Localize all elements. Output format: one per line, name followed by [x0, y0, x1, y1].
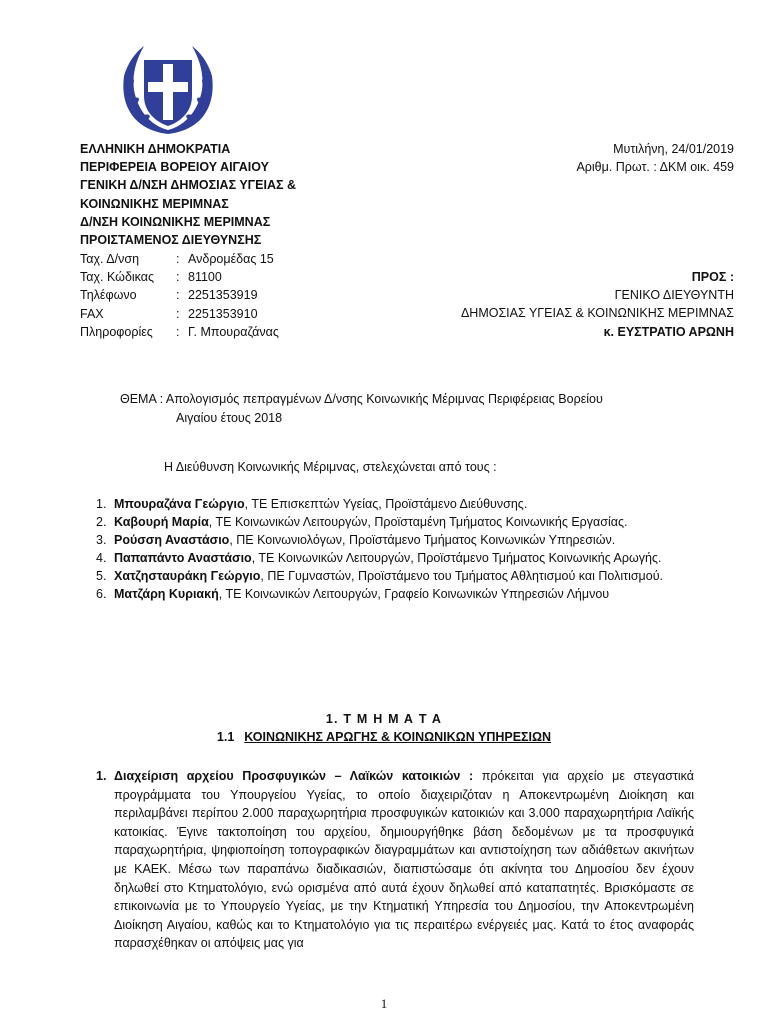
issuer-line: ΕΛΛΗΝΙΚΗ ΔΗΜΟΚΡΑΤΙΑ — [80, 142, 231, 156]
date-protocol-block — [576, 140, 734, 176]
contact-row: Τηλέφωνο : 2251353919 — [80, 286, 279, 304]
list-item: 3. Ρούσση Αναστάσιο, ΠΕ Κοινωνιολόγων, Προϊστάμενο Τμήματος Κοινωνικών Υπηρεσιών. — [96, 532, 616, 547]
issuer-line: Δ/ΝΣΗ ΚΟΙΝΩΝΙΚΗΣ ΜΕΡΙΜΝΑΣ — [80, 214, 271, 229]
list-item: 6. Ματζάρη Κυριακή, ΤΕ Κοινωνικών Λειτουργών, Γραφείο Κοινωνικών Υπηρεσιών Λήμνου — [96, 586, 610, 601]
contact-row: Ταχ. Δ/νση : Ανδρομέδας 15 — [80, 250, 279, 268]
staff-name: Παπαπάντο Αναστάσιο — [114, 550, 252, 565]
contact-label: FAX — [80, 306, 104, 321]
staff-role: , ΠΕ Κοινωνιολόγων, Προϊστάμενο Τμήματος Κοινωνικών Υπηρεσιών. — [229, 532, 616, 547]
issuer-line: ΚΟΙΝΩΝΙΚΗΣ ΜΕΡΙΜΝΑΣ — [80, 196, 229, 211]
contact-label: Ταχ. Κώδικας — [80, 270, 155, 285]
recipient-line: ΔΗΜΟΣΙΑΣ ΥΓΕΙΑΣ & ΚΟΙΝΩΝΙΚΗΣ ΜΕΡΙΜΝΑΣ — [460, 306, 734, 321]
issuer-line: ΠΡΟΙΣΤΑΜΕΝΟΣ ΔΙΕΥΘΥΝΣΗΣ — [80, 233, 262, 248]
paragraph-lead: Διαχείριση αρχείου Προσφυγικών – Λαϊκών κατοικιών : — [114, 769, 474, 783]
staff-role: , ΤΕ Επισκεπτών Υγείας, Προϊστάμενο Διεύθυνσης. — [244, 497, 528, 511]
subsection-number: 1.1 — [216, 730, 235, 744]
contact-row: Ταχ. Κώδικας : 81100 — [80, 268, 279, 286]
contact-details — [80, 250, 279, 341]
subsection-heading — [0, 730, 768, 744]
page-number: 1 — [380, 996, 388, 1011]
recipient-to-label: ΠΡΟΣ : — [691, 270, 734, 284]
contact-value: 2251353919 — [188, 288, 258, 303]
issuer-line: ΠΕΡΙΦΕΡΕΙΑ ΒΟΡΕΙΟΥ ΑΙΓΑΙΟΥ — [80, 160, 269, 175]
subject-label: ΘΕΜΑ : — [120, 392, 164, 406]
subject-text: Απολογισμός πεπραγμένων Δ/νσης Κοινωνικής Μέριμνας Περιφέρειας Βορείου — [165, 392, 603, 406]
recipient-block — [461, 268, 734, 341]
staff-intro: Η Διεύθυνση Κοινωνικής Μέριμνας, στελεχώνεται από τους : — [164, 460, 497, 474]
staff-name: Καβουρή Μαρία — [114, 514, 209, 529]
paragraph-text: πρόκειται για αρχείο με στεγαστικά προγράμματα του Υπουργείου Υγείας, το οποίο διαχειριζόταν η Αποκεντρωμένη Διοίκηση και περιλαμβάνει περίπου 2.000 παραχωρητήρια προσφυγικών κατοικιών και 3.000 παραχωρητήρια Λαϊκής κατοικίας. Έγινε τακτοποίηση του αρχείου, δημιουργήθηκε βάση δεδομένων με τα προσφυγικά παραχωρητήρια, ψηφιοποίηση τοπογραφικών διαγραμμάτων και αντιστοίχηση των αδιάθετων ακινήτων με ΚΑΕΚ. Μέσω των παραπάνω διαδικασιών, διαπιστώσαμε ότι ακίνητα του Δημοσίου δεν έχουν δηλωθεί στο Κτηματολόγιο, ενώ ορισμένα από αυτά έχουν δηλωθεί από καταπατητές. Βρισκόμαστε σε επικοινωνία με το Υπουργείο Υγείας, με την Κτηματική Υπηρεσία του Δημοσίου, την Αποκεντρωμένη Διοίκηση Αιγαίου, καθώς και το Κτηματολόγιο για τις περαιτέρω ενέργειές μας. Κατά το έτος αναφοράς παρασχέθηκαν οι απόψεις μας για — [114, 769, 694, 951]
contact-value: Ανδρομέδας 15 — [188, 252, 274, 266]
contact-label: Ταχ. Δ/νση — [80, 252, 140, 266]
contact-row: Πληροφορίες : Γ. Μπουραζάνας — [80, 323, 279, 341]
staff-role: , ΤΕ Κοινωνικών Λειτουργών, Προϊστάμενο Τμήματος Κοινωνικής Αρωγής. — [251, 550, 662, 565]
staff-role: , ΠΕ Γυμναστών, Προϊστάμενο του Τμήματος Αθλητισμού και Πολιτισμού. — [260, 568, 664, 583]
contact-label: Πληροφορίες — [80, 324, 153, 339]
issuer-line: ΓΕΝΙΚΗ Δ/ΝΣΗ ΔΗΜΟΣΙΑΣ ΥΓΕΙΑΣ & — [80, 178, 297, 193]
contact-row: FAX : 2251353910 — [80, 305, 279, 323]
subject-text-continued: Αιγαίου έτους 2018 — [176, 410, 283, 425]
list-item: 5. Χατζησταυράκη Γεώργιο, ΠΕ Γυμναστών, Προϊστάμενο του Τμήματος Αθλητισμού και Πολιτισμού. — [96, 568, 664, 583]
recipient-line: ΓΕΝΙΚΟ ΔΙΕΥΘΥΝΤΗ — [614, 288, 734, 303]
staff-name: Ματζάρη Κυριακή — [114, 586, 219, 601]
list-item: 4. Παπαπάντο Αναστάσιο, ΤΕ Κοινωνικών Λειτουργών, Προϊστάμενο Τμήματος Κοινωνικής Αρωγής. — [96, 550, 662, 565]
staff-role: , ΤΕ Κοινωνικών Λειτουργών, Γραφείο Κοινωνικών Υπηρεσιών Λήμνου — [218, 586, 610, 601]
subsection-title: ΚΟΙΝΩΝΙΚΗΣ ΑΡΩΓΗΣ & ΚΟΙΝΩΝΙΚΩΝ ΥΠΗΡΕΣΙΩΝ — [244, 730, 552, 744]
paragraph-number: 1. — [96, 769, 107, 783]
staff-list — [96, 496, 694, 603]
staff-name: Χατζησταυράκη Γεώργιο — [114, 568, 261, 583]
contact-label: Τηλέφωνο — [80, 288, 137, 303]
section-title: 1. Τ Μ Η Μ Α Τ Α — [325, 712, 443, 726]
staff-name: Μπουραζάνα Γεώργιο — [114, 497, 245, 511]
contact-value: Γ. Μπουραζάνας — [188, 324, 279, 339]
subject-block — [120, 390, 700, 427]
list-item: 1. Μπουραζάνα Γεώργιο, ΤΕ Επισκεπτών Υγείας, Προϊστάμενο Διεύθυνσης. — [96, 497, 528, 511]
document-date: Μυτιλήνη, 24/01/2019 — [613, 142, 734, 156]
numbered-paragraph — [96, 767, 694, 953]
recipient-name: κ. ΕΥΣΤΡΑΤΙΟ ΑΡΩΝΗ — [603, 324, 734, 339]
list-item: 2. Καβουρή Μαρία, ΤΕ Κοινωνικών Λειτουργών, Προϊσταμένη Τμήματος Κοινωνικής Εργασίας. — [96, 514, 628, 529]
contact-value: 81100 — [188, 270, 222, 285]
staff-role: , ΤΕ Κοινωνικών Λειτουργών, Προϊσταμένη Τμήματος Κοινωνικής Εργασίας. — [208, 514, 628, 529]
contact-value: 2251353910 — [188, 306, 258, 321]
staff-name: Ρούσση Αναστάσιο — [114, 532, 230, 547]
greek-coat-of-arms-emblem — [114, 40, 222, 140]
protocol-number: Αριθμ. Πρωτ. : ΔΚΜ οικ. 459 — [576, 160, 734, 175]
issuer-block — [80, 140, 296, 249]
